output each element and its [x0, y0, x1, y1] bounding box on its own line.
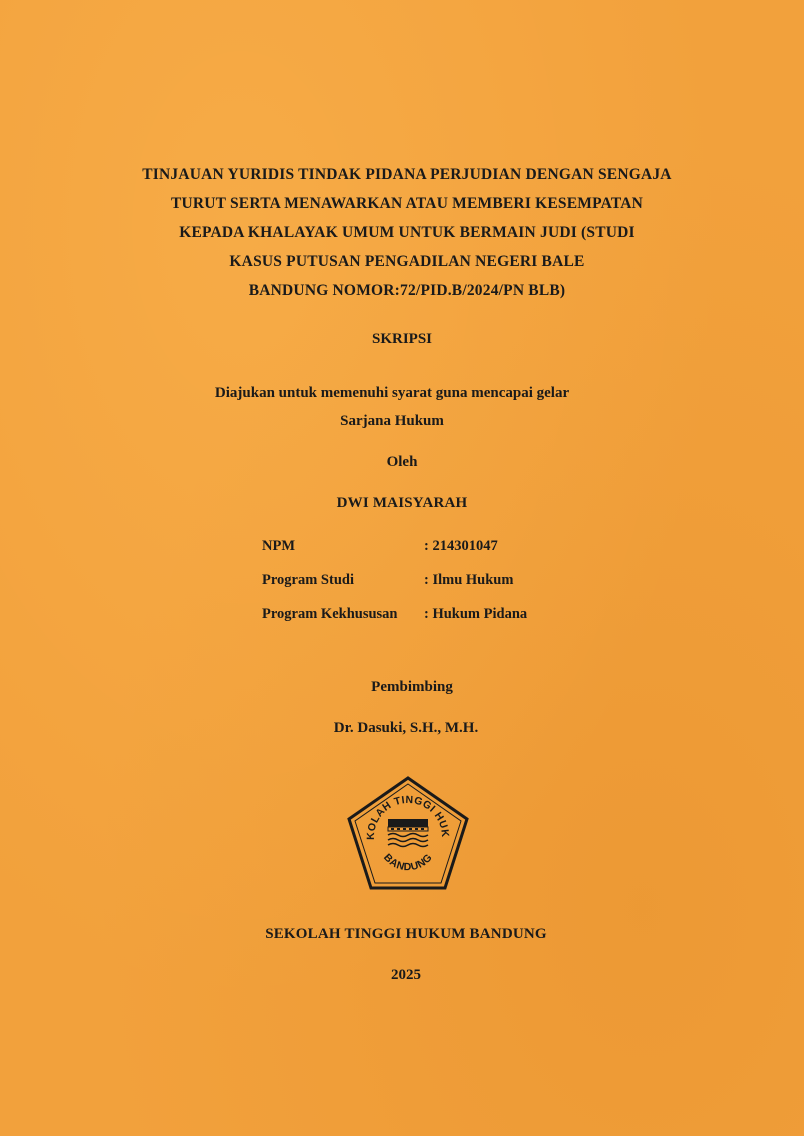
info-row-program-studi	[262, 572, 527, 606]
purpose-line-1: Diajukan untuk memenuhi syarat guna mencapai gelar	[214, 385, 570, 401]
seal-text-bottom: BANDUNG	[381, 851, 435, 874]
advisor-name: Dr. Dasuki, S.H., M.H.	[333, 720, 479, 736]
info-row-program-kekhususan	[262, 606, 527, 640]
building-emblem-icon	[388, 819, 428, 847]
info-row-npm	[262, 538, 527, 572]
seal-text-top: KOLAH TINGGI HUK	[364, 793, 452, 841]
info-label: Program Kekhususan	[262, 606, 398, 622]
title-line: BANDUNG NOMOR:72/PID.B/2024/PN BLB)	[248, 282, 566, 299]
year: 2025	[391, 967, 421, 983]
title-line: KEPADA KHALAYAK UMUM UNTUK BERMAIN JUDI (STUDI	[179, 224, 635, 241]
purpose-line-2: Sarjana Hukum	[340, 413, 444, 429]
info-label: Program Studi	[262, 572, 354, 588]
title-line: TINJAUAN YURIDIS TINDAK PIDANA PERJUDIAN DENGAN SENGAJA	[142, 166, 672, 183]
student-info-table	[262, 538, 527, 640]
title-line: KASUS PUTUSAN PENGADILAN NEGERI BALE	[229, 253, 585, 270]
document-type: SKRIPSI	[371, 331, 433, 347]
thesis-title	[120, 160, 694, 305]
institution-name: SEKOLAH TINGGI HUKUM BANDUNG	[265, 926, 547, 942]
info-value: : Hukum Pidana	[424, 606, 528, 622]
pentagon-seal-icon	[344, 775, 472, 891]
info-value: : 214301047	[424, 538, 498, 554]
author-name: DWI MAISYARAH	[336, 495, 468, 511]
advisor-label: Pembimbing	[371, 679, 453, 695]
info-label: NPM	[262, 538, 296, 554]
info-value: : Ilmu Hukum	[424, 572, 514, 588]
svg-text:BANDUNG	[381, 852, 435, 874]
title-line: TURUT SERTA MENAWARKAN ATAU MEMBERI KESEMPATAN	[170, 195, 644, 212]
by-label: Oleh	[386, 454, 418, 470]
